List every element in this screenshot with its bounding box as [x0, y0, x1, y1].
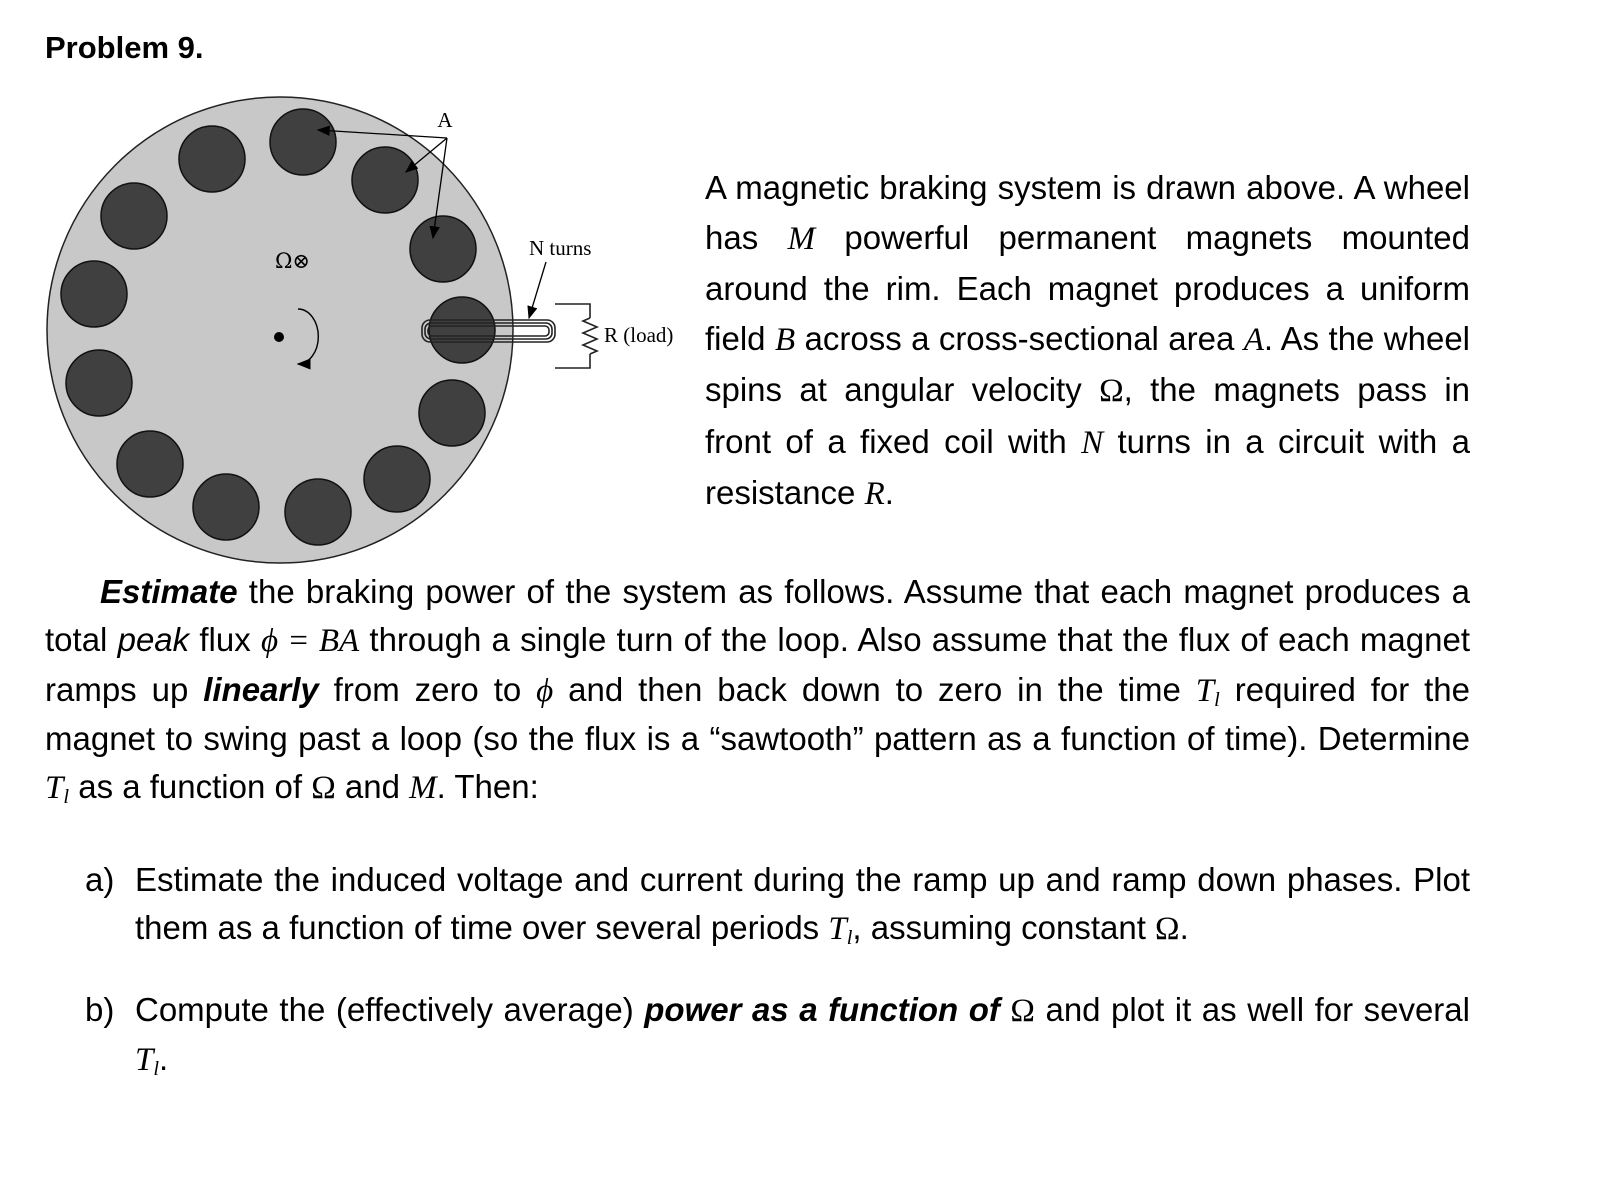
magnet — [429, 297, 495, 363]
wheel-center — [274, 332, 284, 342]
part-a-text: Estimate the induced voltage and current during the ramp up and ramp down phases. Plot them as a function of time over several periods $T_l$, assuming constant Ω. — [135, 861, 1470, 950]
magnet — [410, 216, 476, 282]
magnet — [193, 474, 259, 540]
problem-title: Problem 9. — [45, 30, 204, 65]
label-a: A — [437, 108, 453, 132]
label-r-load: R (load) — [604, 323, 674, 347]
part-b-label: b) — [85, 991, 115, 1028]
magnet — [101, 183, 167, 249]
label-n-turns: N turns — [529, 236, 592, 260]
label-omega: Ω⊗ — [275, 249, 311, 273]
magnet — [117, 431, 183, 497]
magnet — [66, 350, 132, 416]
part-a — [85, 856, 1470, 953]
magnet — [285, 479, 351, 545]
part-b-text: Compute the (effectively average) power as a function of Ω and plot it as well for several $T_l$. — [135, 991, 1470, 1081]
intro-paragraph: A magnetic braking system is drawn above. A wheel has M powerful permanent magnets mounted around the rim. Each magnet produces a uniform field B across a cross-sectional area A. As the wheel spins at angular velocity Ω, the magnets pass in front of a fixed coil with N turns in a circuit with a resistance R. — [705, 169, 1471, 512]
part-b — [85, 986, 1470, 1084]
magnet — [364, 446, 430, 512]
magnet — [352, 147, 418, 213]
magnetic-brake-diagram — [0, 0, 700, 570]
load-circuit — [555, 304, 597, 368]
magnet — [419, 380, 485, 446]
magnet — [179, 126, 245, 192]
main-paragraph: Estimate the braking power of the system as follows. Assume that each magnet produces a total peak flux ϕ = BA through a single turn of the loop. Also assume that the flux of each magnet ramps up linearly from zero to ϕ and then back down to zero in the time $T_l$ required for the magnet to swing past a loop (so the flux is a “sawtooth” pattern as a function of time). Determine $T_l$ as a function of Ω and M. Then: — [45, 573, 1471, 809]
magnet — [61, 261, 127, 327]
magnet — [270, 109, 336, 175]
part-a-label: a) — [85, 861, 115, 898]
